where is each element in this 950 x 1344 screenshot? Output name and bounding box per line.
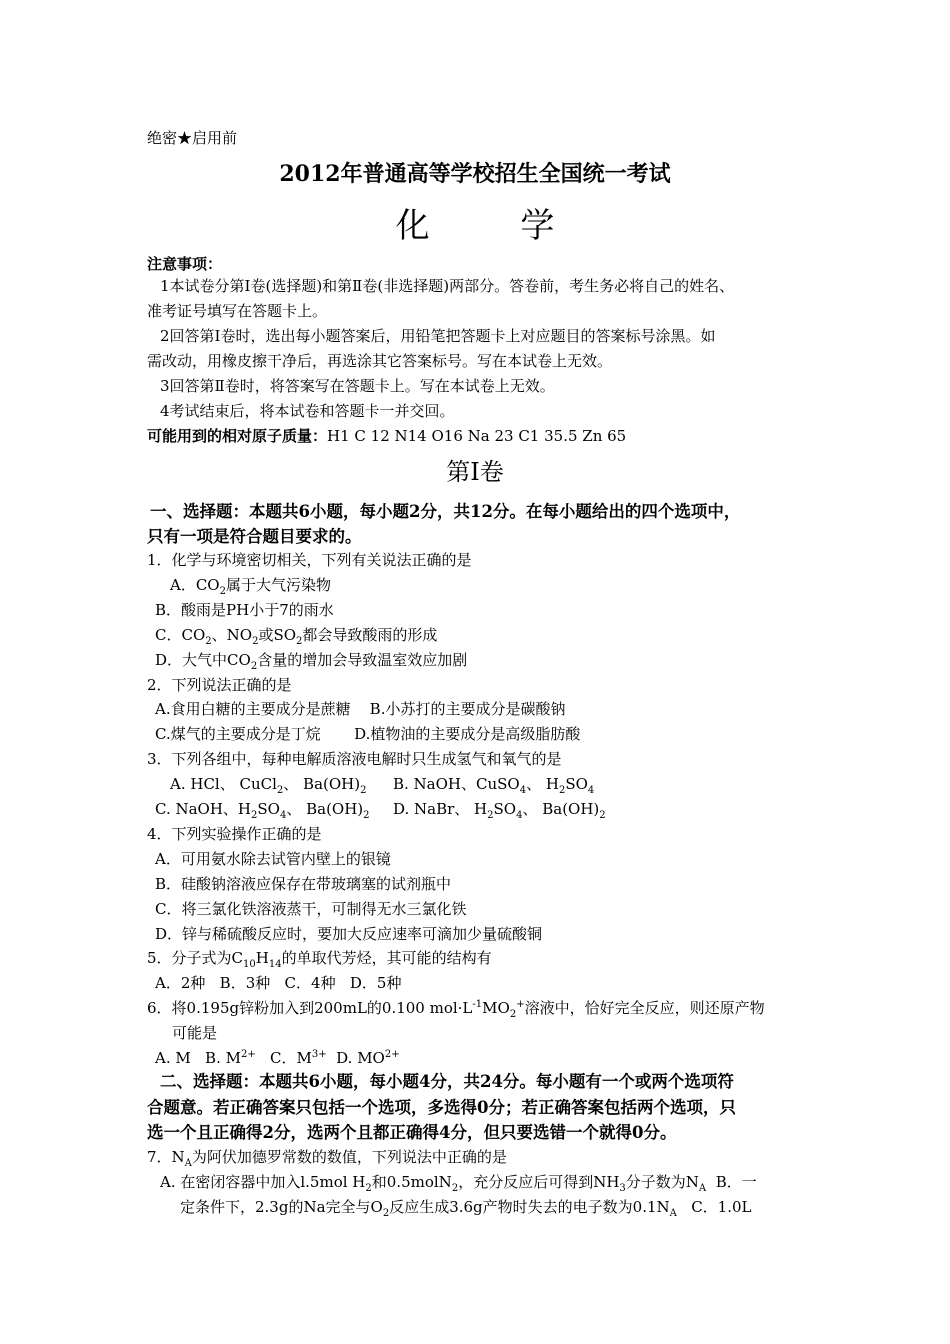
atomic-mass-label: 可能用到的相对原子质量： xyxy=(147,427,328,445)
q2-stem: 2．下列说法正确的是 xyxy=(147,676,292,694)
q5-options: A．2种 B．3种 C．4种 D．5种 xyxy=(155,974,402,992)
top-secret-label: 绝密★启用前 xyxy=(147,129,238,147)
note-1-cont: 准考证号填写在答题卡上。 xyxy=(147,302,328,320)
q1-option-b: B．酸雨是PH小于7的雨水 xyxy=(155,601,334,619)
section-2-line-3: 选一个且正确得2分，选两个且都正确得4分，但只要选错一个就得0分。 xyxy=(147,1123,677,1142)
note-2-cont: 需改动，用橡皮擦干净后，再选涂其它答案标号。写在本试卷上无效。 xyxy=(147,352,613,370)
atomic-mass-line xyxy=(147,424,626,449)
q4-stem: 4．下列实验操作正确的是 xyxy=(147,825,322,843)
section-2-line-1: 二、选择题：本题共6小题，每小题4分，共24分。每小题有一个或两个选项符 xyxy=(160,1072,734,1091)
notice-heading: 注意事项： xyxy=(147,255,223,273)
note-2: 2回答第Ⅰ卷时，选出每小题答案后，用铅笔把答题卡上对应题目的答案标号涂黑。如 xyxy=(160,327,716,345)
q3-option-b: B. NaOH、CuSO$_4$、 $H_2SO_4$ xyxy=(393,775,595,796)
atomic-mass-values: H1 C 12 N14 O16 Na 23 C1 35.5 Zn 65 xyxy=(327,427,627,445)
q4-option-c: C．将三氯化铁溶液蒸干，可制得无水三氯化铁 xyxy=(155,900,467,918)
q6-options: A. M B. $M^{2+}$ C．$M^{3+}$ D. $MO^{2+}$ xyxy=(155,1049,400,1067)
q7-stem: 7．$N_A$为阿伏加德罗常数的数值，下列说法中正确的是 xyxy=(147,1148,507,1169)
q1-option-d: D．大气中$CO_2$含量的增加会导致温室效应加剧 xyxy=(155,651,468,672)
q1-option-c: C．$CO_2$、$NO_2$或$SO_2$都会导致酸雨的形成 xyxy=(155,626,438,647)
note-1: 1本试卷分第Ⅰ卷(选择题)和第Ⅱ卷(非选择题)两部分。答卷前，考生务必将自己的姓名、 xyxy=(160,277,735,295)
note-3: 3回答第Ⅱ卷时，将答案写在答题卡上。写在本试卷上无效。 xyxy=(160,377,555,395)
q5-stem: 5．分子式为$C_{10}H_{14}$的单取代芳烃，其可能的结构有 xyxy=(147,949,492,970)
exam-title: 2012年普通高等学校招生全国统一考试 xyxy=(279,161,671,187)
section-2-line-2: 合题意。若正确答案只包括一个选项，多选得0分；若正确答案包括两个选项，只 xyxy=(147,1098,736,1117)
q3-option-c: C. NaOH、$H_2SO_4$、 $Ba(OH)_2$ xyxy=(155,800,370,821)
q3-option-a: A. HCl、 CuCl$_2$、 $Ba(OH)_2$ xyxy=(170,775,367,796)
q2-options-ab: A.食用白糖的主要成分是蔗糖 B.小苏打的主要成分是碳酸钠 xyxy=(155,700,566,718)
q4-option-d: D．锌与稀硫酸反应时，要加大反应速率可滴加少量硫酸铜 xyxy=(155,925,543,943)
subject-title: 化 学 xyxy=(395,206,595,246)
q2-options-cd: C.煤气的主要成分是丁烷 D.植物油的主要成分是高级脂肪酸 xyxy=(155,725,581,743)
q1-stem: 1．化学与环境密切相关，下列有关说法正确的是 xyxy=(147,551,472,569)
q4-option-a: A．可用氨水除去试管内壁上的银镜 xyxy=(155,850,391,868)
volume-title: 第Ⅰ卷 xyxy=(446,458,504,486)
q3-stem: 3．下列各组中，每种电解质溶液电解时只生成氢气和氧气的是 xyxy=(147,750,562,768)
q6-stem-cont: 可能是 xyxy=(172,1024,218,1042)
q7-option-line-1: A. 在密闭容器中加入l.5mol $H_2$和0.5molN$_2$，充分反应后可得到$NH_3$分子数为$N_A$ B．一 xyxy=(160,1173,757,1194)
note-4: 4考试结束后，将本试卷和答题卡一并交回。 xyxy=(160,402,455,420)
q1-option-a: A．$CO_2$属于大气污染物 xyxy=(170,576,331,597)
section-1-line-2: 只有一项是符合题目要求的。 xyxy=(147,527,362,546)
section-1-line-1: 一、选择题：本题共6小题，每小题2分，共12分。在每小题给出的四个选项中， xyxy=(150,502,741,521)
q3-option-d: D. NaBr、 $H_2SO_4$、 $Ba(OH)_2$ xyxy=(393,800,606,821)
q6-stem: 6．将0.195g锌粉加入到200mL的0.100 $mol\cdot L^{-1}MO_2^+$溶液中，恰好完全反应，则还原产物 xyxy=(147,999,765,1020)
q4-option-b: B．硅酸钠溶液应保存在带玻璃塞的试剂瓶中 xyxy=(155,875,452,893)
q7-option-line-2: 定条件下，2.3g的Na完全与$O_2$反应生成3.6g产物时失去的电子数为$0.1N_A$ C．1.0L xyxy=(180,1198,752,1219)
